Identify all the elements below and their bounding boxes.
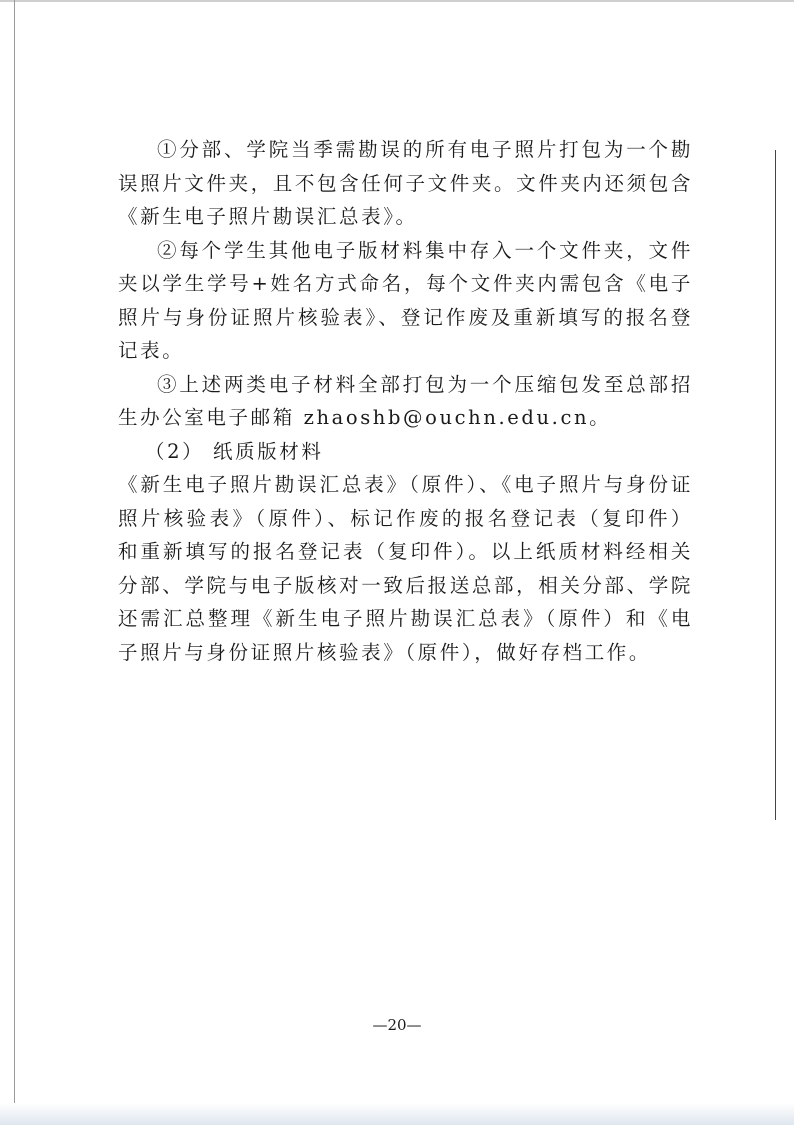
paragraph-electronic-photos: ①分部、学院当季需勘误的所有电子照片打包为一个勘误照片文件夹，且不包含任何子文件夹。文件夹内还须包含《新生电子照片勘误汇总表》。 (118, 138, 693, 228)
scan-top-edge (0, 0, 794, 2)
scan-right-edge (775, 150, 776, 820)
page-number: —20— (372, 1016, 422, 1034)
scan-left-edge (14, 0, 15, 1125)
section-heading-paper-materials: （2） 纸质版材料 (145, 439, 324, 463)
scan-bottom-edge (0, 1103, 794, 1125)
document-body (118, 133, 693, 669)
paragraph-student-folders: ②每个学生其他电子版材料集中存入一个文件夹，文件夹以学生学号+姓名方式命名，每个文件夹内需包含《电子照片与身份证照片核验表》、登记作废及重新填写的报名登记表。 (118, 238, 693, 362)
paragraph-email-submission: ③上述两类电子材料全部打包为一个压缩包发至总部招生办公室电子邮箱 zhaoshb@ouchn.edu.cn。 (118, 372, 693, 429)
paragraph-paper-materials: 《新生电子照片勘误汇总表》（原件）、《电子照片与身份证照片核验表》（原件）、标记作废的报名登记表（复印件）和重新填写的报名登记表（复印件）。以上纸质材料经相关分部、学院与电子版核对一致后报送总部，相关分部、学院还需汇总整理《新生电子照片勘误汇总表》（原件）和《电子照片与身份证照片核验表》（原件），做好存档工作。 (118, 473, 693, 664)
